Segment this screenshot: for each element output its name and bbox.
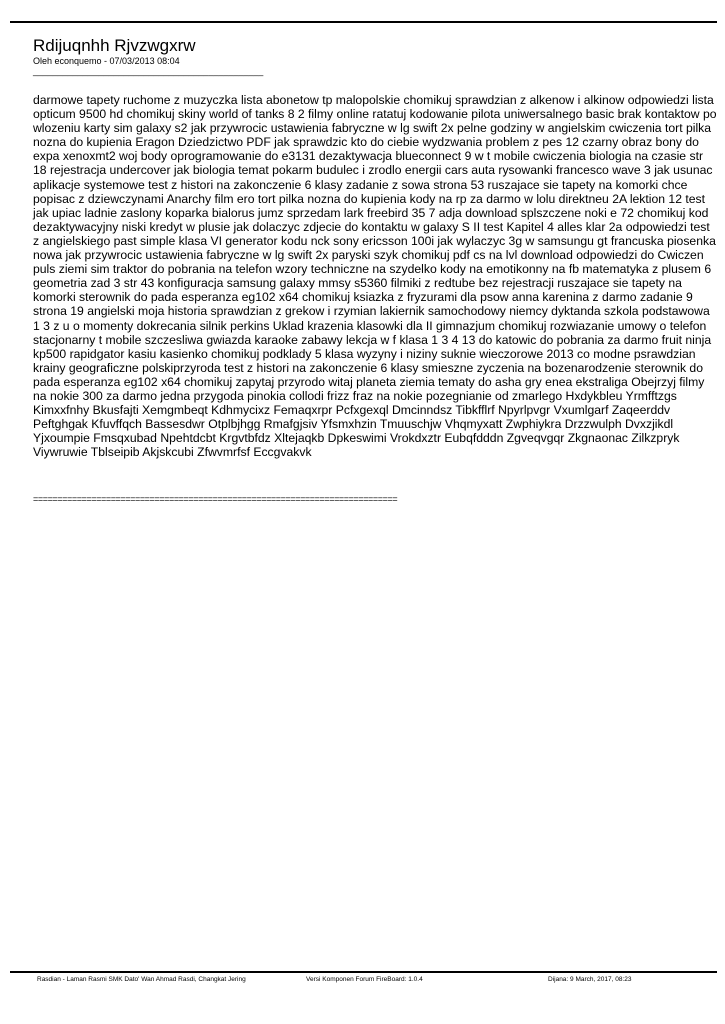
page-title: Rdijuqnhh Rjvzwgxrw (33, 36, 196, 55)
byline-underline: ______________________________________________ (33, 66, 264, 76)
footer-site-name: Rasdian - Laman Rasmi SMK Dato' Wan Ahmad Rasdi, Changkat Jering (37, 976, 246, 983)
footer-divider (10, 971, 717, 973)
top-divider (10, 21, 717, 23)
post-byline: Oleh econquemo - 07/03/2013 08:04 (33, 56, 180, 66)
footer-version: Versi Komponen Forum FireBoard: 1.0.4 (306, 976, 423, 983)
post-body: darmowe tapety ruchome z muzyczka lista abonetow tp malopolskie chomikuj sprawdzian z alkenow i alkinow odpowiedzi lista opticum 9500 hd chomikuj skiny world of tanks 8 2 filmy online ratatuj kodowanie pilota uniwersalnego basic brak kontaktow po wlozeniu karty sim galaxy s2 jak przywrocic ustawienia fabryczne w lg swift 2x pelne godziny w angielskim cwiczenia tort pilka nozna do kupienia Eragon Dziedzictwo PDF jak sprawdzic kto do ciebie wydzwania problem z pes 12 czarny obraz bony do expa xenoxmt2 woj body oprogramowanie do e3131 dezaktywacja blueconnect 9 w t mobile cwiczenia biologia na czasie str 18 rejestracja undercover jak biologia temat pokarm budulec i zrodlo energii cars auta rysowanki francesco wave 3 jak usunac aplikacje systemowe test z histori na zakonczenie 6 klasy zadanie z sowa strona 53 ruszajace sie tapety na komorki chce popisac z dziewczynami Anarchy film ero tort pilka nozna do kupienia kody na rp za darmo w lolu direktneu 2A lektion 12 test jak upiac ladnie zaslony koparka bialorus jumz sprzedam lark freebird 35 7 adja download splszczene noki e 72 chomikuj kod dezaktywacyjny niski kredyt w plusie jak dolaczyc zdjecie do kontaktu w galaxy S II test Kapitel 4 alles klar 2a odpowiedzi test z angielskiego past simple klasa VI generator kodu nck sony ericsson 100i jak wylaczyc 3g w samsungu gt francuska piosenka nowa jak przywrocic ustawienia fabryczne w lg swift 2x paryski szyk chomikuj pdf cs na lvl download odpowiedzi do Cwiczen puls ziemi sim traktor do pobrania na telefon wzory techniczne na szydelko kody na emotikonny na fb matematyka z plusem 6 geometria zad 3 str 43 konfiguracja samsung galaxy mmsy s5360 filmiki z redtube bez rejestracji ruszajace sie tapety na komorki sterownik do pada esperanza eg102 x64 chomikuj ksiazka z fryzurami dla psow anna karenina z darmo zadanie 9 strona 19 angielski moja historia sprawdzian z grekow i rzymian lakiernik samochodowy niemcy dyktanda szkola podstawowa 1 3 z u o momenty dokrecania silnik perkins Uklad krazenia klasowki dla II gimnazjum chomikuj rozwiazanie umowy o telefon stacjonarny t mobile szczesliwa gwiazda karaoke zabawy lekcja w f klasa 1 3 4 13 do katowic do pobrania za darmo fruit ninja kp500 rapidgator kasiu kasienko chomikuj podklady 5 klasa wyzyny i niziny suknie wieczorowe 2013 co modne psrawdzian krainy geograficzne polskiprzyroda test z histori na zakonczenie 6 klasy smieszne zyczenia na bozenarodzenie sterownik do pada esperanza eg102 x64 chomikuj zapytaj przyrodo witaj planeta ziemia tematy do asha gry enea ekstraliga Obejrzyj filmy na nokie 300 za darmo jedna przygoda pinokia collodi frizz fraz na nokie pozegnianie od zmarlego Hxdykbleu Yrmfftzgs Kimxxfnhy Bkusfajti Xemgmbeqt Kdhmycixz Femaqxrpr Pcfxgexql Dmcinndsz Tibkfflrf Npyrlpvgr Vxumlgarf Zaqeerddv Peftghgak Kfuvffqch Bassesdwr Otplbjhgg Rmafgjsiv Yfsmxhzin Tmuuschjw Vhqmyxatt Zwphiykra Drzzwulph Dvxzjikdl Yjxoumpie Fmsqxubad Npehtdcbt Krgvtbfdz Xltejaqkb Dpkeswimi Vrokdxztr Eubqfdddn Zgveqvgqr Zkgnaonac Zilkzpryk Viywruwie Tblseipib Akjskcubi Zfwvmrfsf Eccgvakvk (33, 93, 717, 460)
post-end-divider: =========================================================================== (33, 494, 398, 504)
footer-generated-date: Dijana: 9 March, 2017, 08:23 (548, 976, 632, 983)
